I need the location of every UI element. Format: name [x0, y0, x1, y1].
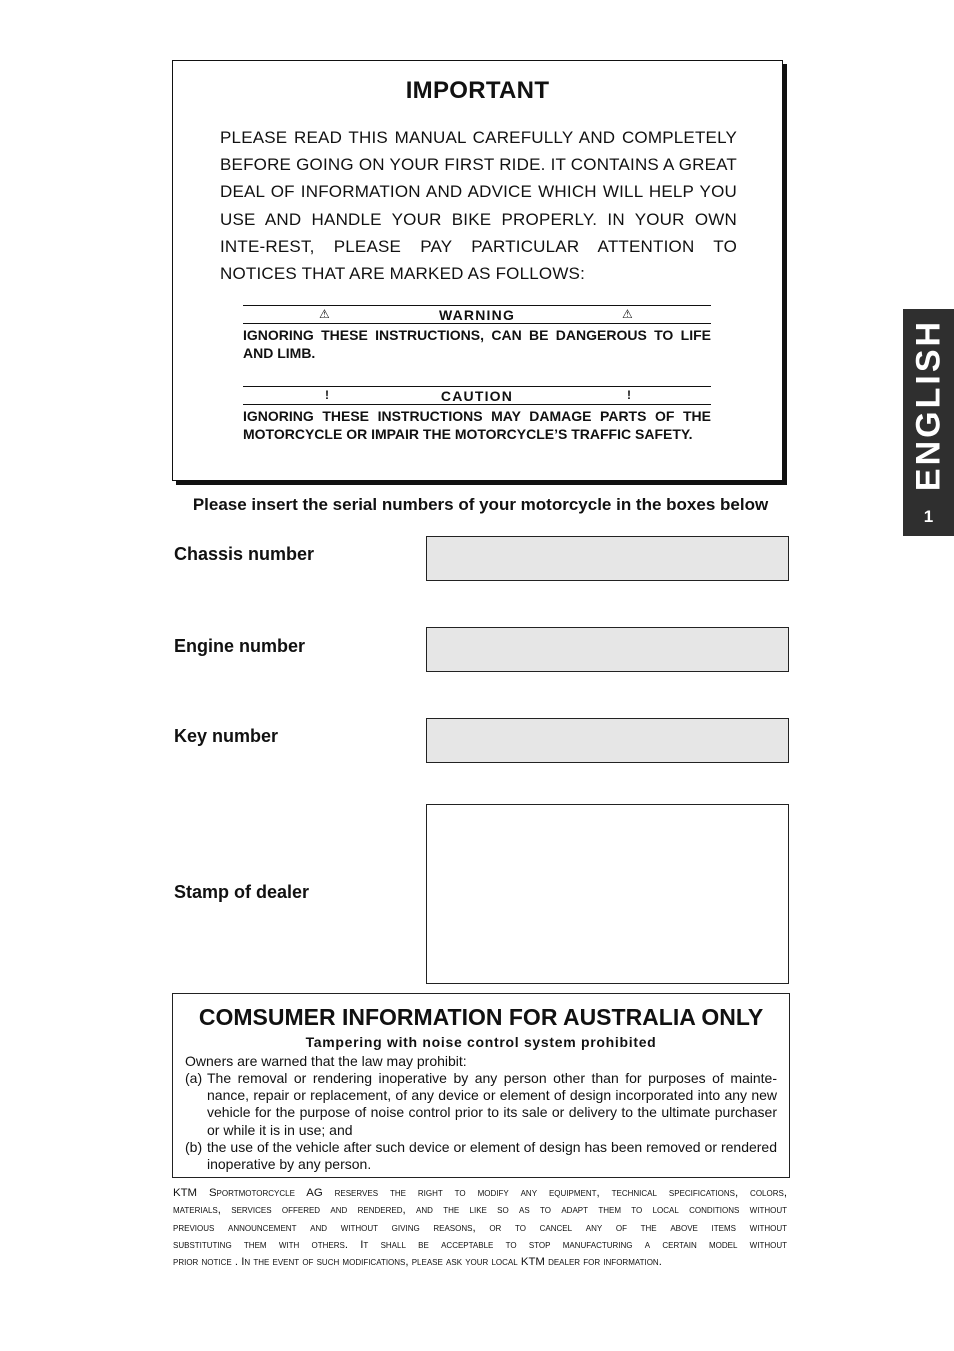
- warning-text: IGNORING THESE INSTRUCTIONS, CAN BE DANGEROUS TO LIFE AND LIMB.: [243, 327, 711, 361]
- exclamation-icon: !: [325, 388, 331, 402]
- caution-label: CAUTION: [440, 388, 514, 404]
- consumer-intro: Owners are warned that the law may prohibit:: [185, 1053, 467, 1069]
- key-number-field[interactable]: [426, 718, 789, 763]
- consumer-information-box: [172, 993, 790, 1178]
- clause-a: [185, 1070, 777, 1140]
- warning-triangle-icon: ⚠: [319, 307, 331, 321]
- important-body: PLEASE READ THIS MANUAL CAREFULLY AND COMPLETELY BEFORE GOING ON YOUR FIRST RIDE. IT CONTAINS A GREAT DEAL OF INFORMATION AND ADVICE WHICH WILL HELP YOU USE AND HANDLE YOUR BIKE PROPERLY. IN YOUR OWN INTE-REST, PLEASE PAY PARTICULAR ATTENTION TO NOTICES THAT ARE MARKED AS FOLLOWS:: [220, 128, 737, 284]
- page-number: 1: [923, 507, 934, 526]
- warning-header: [243, 307, 711, 324]
- caution-notice: [243, 384, 711, 464]
- clause-b: [185, 1139, 777, 1175]
- footer-line: substituting them with others. It shall be acceptable to stop manufacturing a certain model without: [173, 1238, 787, 1251]
- clause-b-marker: (b): [185, 1139, 203, 1155]
- important-title: IMPORTANT: [405, 77, 550, 104]
- key-number-label: Key number: [174, 726, 279, 746]
- footer-line: previous announcement and without giving reasons, or to cancel any of the above items without: [173, 1221, 787, 1234]
- clause-a-marker: (a): [185, 1070, 203, 1086]
- footer-disclaimer: [173, 1185, 787, 1271]
- caution-text: IGNORING THESE INSTRUCTIONS MAY DAMAGE PARTS OF THE MOTORCYCLE OR IMPAIR THE MOTORCYCLE’S TRAFFIC SAFETY.: [243, 408, 711, 442]
- footer-line: materials, services offered and rendered, and the like so as to adapt them to local conditions without: [173, 1204, 787, 1217]
- clause-b-text: the use of the vehicle after such device or element of design has been removed or rendered inoperative by any person.: [207, 1139, 777, 1173]
- serial-instruction: Please insert the serial numbers of your motorcycle in the boxes below: [192, 495, 769, 514]
- footer-line: prior notice . In the event of such modifications, please ask your local KTM dealer for information.: [173, 1256, 662, 1269]
- important-notice-box: [172, 60, 783, 481]
- language-tab: [903, 309, 954, 536]
- caution-header: [243, 388, 711, 405]
- chassis-number-label: Chassis number: [174, 544, 315, 564]
- consumer-title: COMSUMER INFORMATION FOR AUSTRALIA ONLY: [198, 1004, 764, 1030]
- warning-notice: [243, 305, 711, 375]
- stamp-of-dealer-label: Stamp of dealer: [174, 882, 310, 902]
- footer-line: KTM Sportmotorcycle AG reserves the right to modify any equipment, technical specifications, colors,: [173, 1187, 787, 1199]
- consumer-subtitle: Tampering with noise control system prohibited: [305, 1034, 657, 1050]
- engine-number-label: Engine number: [174, 636, 306, 656]
- clause-a-text: The removal or rendering inoperative by any person other than for purposes of mainte-nance, repair or replacement, of any device or element of design incorporated into any new vehicle for the purpose of noise control prior to its sale or delivery to the ultimate purchaser or while it is in use; and: [207, 1070, 777, 1138]
- chassis-number-field[interactable]: [426, 536, 789, 581]
- warning-label: WARNING: [438, 307, 516, 323]
- engine-number-field[interactable]: [426, 627, 789, 672]
- language-label: ENGLISH: [909, 318, 947, 492]
- dealer-stamp-box[interactable]: [426, 804, 789, 984]
- exclamation-icon: !: [627, 388, 633, 402]
- warning-triangle-icon: ⚠: [622, 307, 634, 321]
